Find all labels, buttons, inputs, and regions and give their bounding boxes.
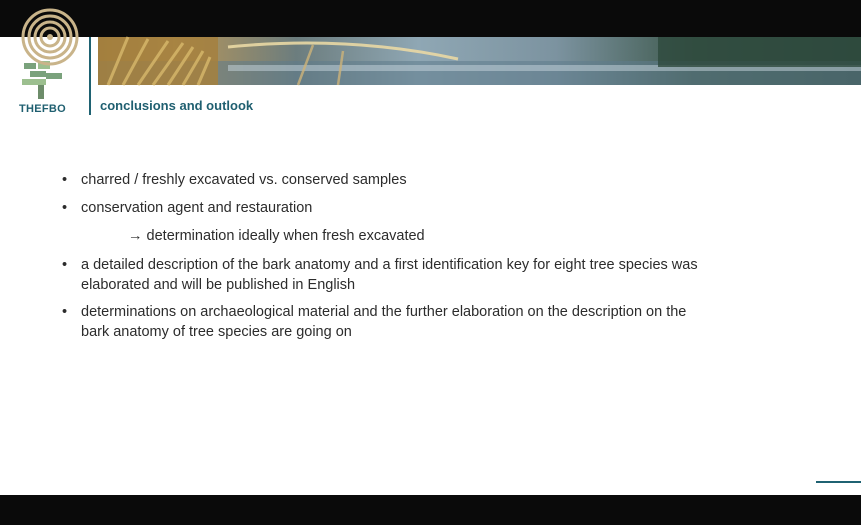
slide-title: conclusions and outlook [100, 98, 254, 113]
bullet-text [81, 302, 791, 342]
bullet-text [81, 255, 791, 295]
presentation-slide [0, 37, 861, 495]
sub-item-text: determination ideally when fresh excavated [146, 228, 425, 244]
tree-rings-icon [21, 8, 79, 66]
bullet-line: elaborated and will be published in English [81, 277, 356, 293]
bullet-line: determinations on archaeological material and the further elaboration on the description on the [81, 304, 687, 320]
bullet-line: bark anatomy of tree species are going on [81, 324, 352, 340]
bullet-text [81, 198, 791, 218]
top-black-bar [0, 0, 861, 37]
bullet-dot: • [62, 304, 68, 320]
sub-item [128, 226, 425, 246]
bullet-line: a detailed description of the bark anatomy and a first identification key for eight tree species was [81, 257, 698, 273]
bullet-dot: • [62, 257, 68, 273]
logo-text: THEFBO [19, 103, 67, 115]
arrow-icon: → [128, 228, 143, 244]
bullet-line: conservation agent and restauration [81, 200, 313, 216]
bullet-text [81, 170, 791, 190]
bullet-line: charred / freshly excavated vs. conserved samples [81, 172, 407, 188]
lake-reeds-photo [98, 37, 861, 85]
header-divider-line [89, 37, 91, 115]
bottom-black-bar [0, 495, 861, 525]
bullet-dot: • [62, 172, 68, 188]
header-banner-image [98, 37, 861, 85]
footer-accent-line [816, 481, 861, 483]
bullet-dot: • [62, 200, 68, 216]
